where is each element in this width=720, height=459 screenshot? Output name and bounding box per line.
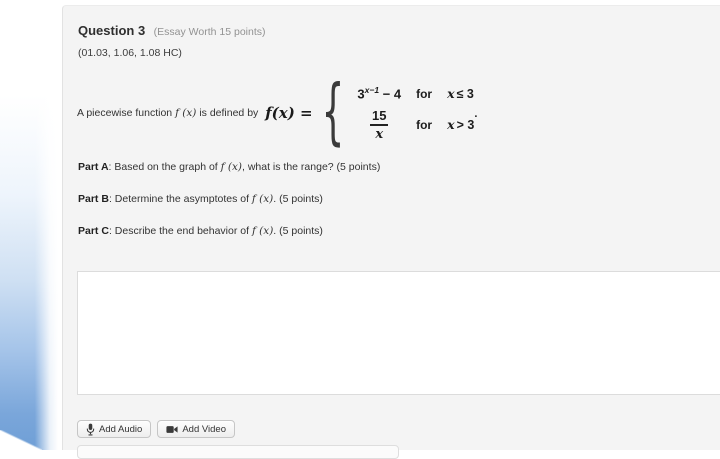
part-c-prompt	[78, 225, 323, 237]
background-blue-gradient	[0, 95, 58, 450]
part-b-fx: f (x)	[251, 193, 274, 205]
add-audio-button[interactable]	[77, 420, 151, 438]
piece2-cond-var: x	[447, 117, 455, 133]
piece1-base: 3	[357, 86, 365, 102]
part-a-fx: f (x)	[220, 161, 242, 173]
equation-lhs: f(x) =	[265, 104, 313, 122]
next-section-clipped-box	[77, 445, 399, 459]
question-worth-label: (Essay Worth 15 points)	[153, 26, 266, 38]
piece2-cond-op: >	[456, 118, 464, 133]
question-panel	[62, 5, 720, 450]
piece2-fraction	[370, 109, 388, 141]
piece2-for-keyword: for	[416, 117, 433, 132]
background-diagonal-wedge	[0, 430, 42, 450]
function-definition-line	[77, 69, 478, 154]
media-buttons-row	[77, 420, 235, 438]
fraction-denominator: x	[375, 126, 384, 142]
piece2-cond-val: 3	[467, 118, 475, 133]
video-camera-icon	[166, 425, 178, 434]
piece1-rest: − 4	[379, 86, 402, 102]
piece1-for-keyword: for	[416, 86, 433, 101]
part-b-prompt	[78, 193, 323, 205]
part-a-pre: : Based on the graph of	[108, 161, 221, 173]
definition-intro-post: is defined by	[196, 107, 262, 119]
piece2-condition	[447, 108, 478, 133]
part-a-post: , what is the range? (5 points)	[241, 161, 381, 173]
piecewise-pieces	[357, 85, 477, 140]
part-b-post: . (5 points)	[273, 193, 323, 205]
part-c-pre: : Describe the end behavior of	[108, 225, 252, 237]
add-video-label: Add Video	[182, 423, 226, 435]
standards-codes: (01.03, 1.06, 1.08 HC)	[78, 47, 182, 59]
add-video-button[interactable]	[157, 420, 235, 438]
add-audio-label: Add Audio	[99, 423, 143, 435]
fraction-numerator: 15	[372, 107, 387, 123]
piece1-expression	[357, 85, 401, 101]
piece1-condition	[447, 86, 477, 101]
fraction-bar	[370, 124, 388, 126]
essay-answer-textbox[interactable]	[77, 271, 720, 395]
definition-intro	[77, 107, 261, 119]
definition-intro-pre: A piecewise function	[77, 107, 176, 119]
question-title: Question 3	[78, 23, 146, 38]
f-of-x-inline: f (x)	[175, 107, 197, 119]
piece1-cond-var: x	[447, 86, 455, 102]
part-a-prompt	[78, 161, 380, 173]
piece1-cond-val: 3	[466, 87, 474, 102]
part-c-label: Part C	[78, 225, 109, 237]
part-c-post: . (5 points)	[273, 225, 323, 237]
piece1-cond-op: ≤	[456, 87, 464, 102]
part-a-label: Part A	[78, 161, 109, 173]
sentence-period: .	[474, 108, 478, 121]
piecewise-brace: {	[321, 69, 344, 153]
part-b-label: Part B	[78, 193, 109, 205]
part-b-pre: : Determine the asymptotes of	[108, 193, 252, 205]
question-header	[78, 22, 266, 40]
part-c-fx: f (x)	[251, 225, 274, 237]
microphone-icon	[86, 423, 95, 436]
piece1-exponent: x−1	[364, 85, 380, 96]
